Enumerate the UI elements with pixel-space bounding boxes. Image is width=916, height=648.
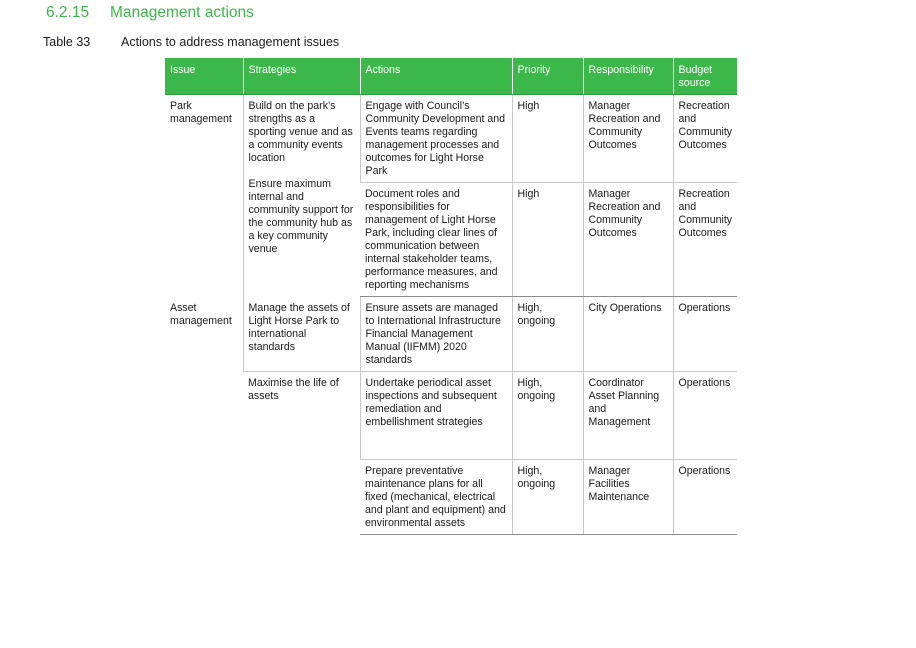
strategy-text: Ensure maximum internal and community support for the community hub as a key community venue bbox=[248, 178, 354, 255]
strategies-cell: Manage the assets of Light Horse Park to international standards bbox=[243, 297, 360, 372]
column-header-budget-source: Budget source bbox=[673, 58, 737, 95]
issue-cell: Asset management bbox=[170, 301, 232, 327]
column-header-strategies: Strategies bbox=[243, 58, 360, 95]
responsibility-cell: Manager Recreation and Community Outcomes bbox=[583, 95, 673, 183]
strategy-text: Build on the park’s strengths as a sporting venue and as a community events location bbox=[248, 100, 353, 164]
responsibility-cell: Manager Facilities Maintenance bbox=[583, 460, 673, 535]
table-number: Table 33 bbox=[43, 35, 91, 49]
priority-cell: High, ongoing bbox=[512, 372, 583, 460]
section-number: 6.2.15 bbox=[46, 4, 90, 21]
table-row bbox=[165, 297, 737, 372]
strategies-cell: Maximise the life of assets bbox=[248, 377, 339, 402]
budget-cell: Operations bbox=[673, 297, 737, 372]
section-title: Management actions bbox=[110, 4, 254, 21]
action-cell: Ensure assets are managed to International Infrastructure Financial Management Manual (IIFMM) 2020 standards bbox=[360, 297, 512, 372]
priority-cell: High, ongoing bbox=[512, 460, 583, 535]
column-header-responsibility: Responsibility bbox=[583, 58, 673, 95]
table-row bbox=[165, 372, 737, 460]
table-header-row bbox=[165, 58, 737, 95]
budget-cell: Recreation and Community Outcomes bbox=[673, 95, 737, 183]
budget-cell: Recreation and Community Outcomes bbox=[673, 183, 737, 297]
responsibility-cell: Manager Recreation and Community Outcomes bbox=[583, 183, 673, 297]
priority-cell: High bbox=[512, 95, 583, 183]
strategies-cell bbox=[243, 95, 360, 297]
table-caption bbox=[43, 35, 339, 49]
budget-cell: Operations bbox=[673, 372, 737, 460]
priority-cell: High, ongoing bbox=[512, 297, 583, 372]
issue-cell: Park management bbox=[170, 100, 232, 125]
action-cell: Undertake periodical asset inspections and subsequent remediation and embellishment strategies bbox=[360, 372, 512, 460]
table-caption-text: Actions to address management issues bbox=[121, 35, 340, 49]
section-heading bbox=[46, 4, 254, 22]
responsibility-cell: City Operations bbox=[583, 297, 673, 372]
action-cell: Engage with Council’s Community Development and Events teams regarding management processes and outcomes for Light Horse Park bbox=[360, 95, 512, 183]
table-row bbox=[165, 95, 737, 183]
action-cell: Document roles and responsibilities for management of Light Horse Park, including clear lines of communication between internal stakeholder teams, performance measures, and reporting mechanisms bbox=[360, 183, 512, 297]
action-cell: Prepare preventative maintenance plans for all fixed (mechanical, electrical and plant and equipment) and environmental assets bbox=[360, 460, 512, 535]
column-header-actions: Actions bbox=[360, 58, 512, 95]
priority-cell: High bbox=[512, 183, 583, 297]
column-header-issue: Issue bbox=[165, 58, 243, 95]
management-actions-table bbox=[165, 58, 737, 535]
budget-cell: Operations bbox=[673, 460, 737, 535]
responsibility-cell: Coordinator Asset Planning and Management bbox=[583, 372, 673, 460]
column-header-priority: Priority bbox=[512, 58, 583, 95]
